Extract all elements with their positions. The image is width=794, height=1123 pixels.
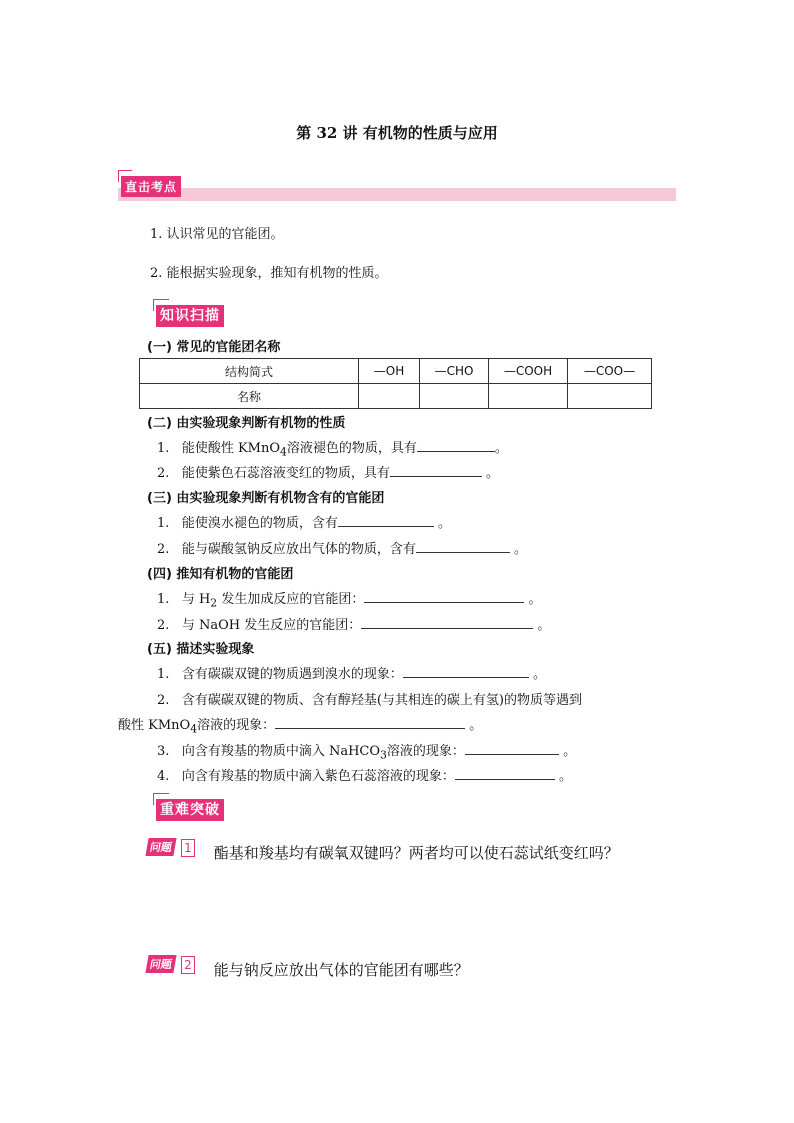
answer-blank[interactable] — [465, 742, 559, 755]
item-text: 含有碳碳双键的物质遇到溴水的现象： — [181, 667, 403, 682]
section-heading: (二) 由实验现象判断有机物的性质 — [147, 416, 346, 431]
question-number: 2 — [181, 956, 195, 974]
item-end: 。 — [437, 516, 451, 531]
question-badge — [147, 955, 195, 975]
answer-cell[interactable] — [420, 384, 489, 409]
item-number: 1. — [157, 667, 170, 682]
item-end: 。 — [528, 592, 542, 607]
item-text: 溶液的现象： — [386, 744, 465, 759]
item-end: 。 — [558, 769, 572, 784]
banner-corner — [118, 170, 132, 171]
banner-label: 知识扫描 — [156, 305, 224, 327]
item-number: 2. — [157, 466, 170, 481]
item-text: 含有碳碳双键的物质、含有醇羟基(与其相连的碳上有氢)的物质等遇到 — [181, 693, 582, 708]
item-end: 。 — [485, 466, 499, 481]
answer-blank[interactable] — [455, 767, 555, 780]
table-cell: —CHO — [420, 359, 489, 384]
list-item — [157, 614, 550, 633]
banner-corner — [118, 170, 119, 182]
subscript: 4 — [280, 445, 287, 459]
item-text: 与 H — [181, 592, 211, 607]
section-heading: (一) 常见的官能团名称 — [147, 340, 281, 355]
answer-cell[interactable] — [359, 384, 420, 409]
item-end: 。 — [513, 542, 527, 557]
answer-cell[interactable] — [568, 384, 652, 409]
functional-group-table — [139, 358, 652, 409]
question-badge — [147, 838, 195, 858]
answer-blank[interactable] — [390, 464, 482, 477]
list-item — [157, 689, 582, 708]
item-text: 溶液的现象： — [197, 718, 276, 733]
subscript: 4 — [190, 722, 198, 736]
banner-label: 直击考点 — [121, 176, 181, 197]
page-title: 第 32 讲 有机物的性质与应用 — [296, 124, 498, 142]
item-number: 1. — [157, 592, 170, 607]
item-end: 。 — [469, 718, 483, 733]
list-item — [157, 588, 541, 610]
section-banner-knowledge — [156, 305, 224, 325]
item-number: 3. — [157, 744, 170, 759]
answer-blank[interactable] — [364, 590, 524, 603]
list-item — [157, 462, 499, 481]
answer-blank[interactable] — [361, 616, 533, 629]
banner-label: 重难突破 — [156, 799, 224, 821]
item-number: 2. — [157, 693, 170, 708]
item-text: 酸性 KMnO — [118, 718, 191, 733]
list-item — [157, 437, 508, 459]
table-cell: —COO— — [568, 359, 652, 384]
table-row — [140, 384, 652, 409]
question-2 — [147, 955, 469, 980]
item-text: 与 NaOH 发生反应的官能团： — [181, 618, 362, 633]
item-number: 2. — [157, 542, 170, 557]
item-text: 发生加成反应的官能团： — [217, 592, 365, 607]
item-text: 溶液褪色的物质，具有 — [286, 441, 417, 456]
banner-corner — [153, 793, 169, 794]
question-text: 酯基和羧基均有碳氧双键吗？两者均可以使石蕊试纸变红吗？ — [213, 844, 619, 862]
item-number: 2. — [157, 618, 170, 633]
item-end: 。 — [494, 441, 508, 456]
item-end: 。 — [532, 667, 546, 682]
item-number: 4. — [157, 769, 170, 784]
list-item-continuation — [118, 714, 482, 736]
item-end: 。 — [537, 618, 551, 633]
list-item — [157, 512, 451, 531]
answer-blank[interactable] — [417, 439, 495, 452]
question-tag: 问题 — [145, 838, 176, 856]
item-text: 能使紫色石蕊溶液变红的物质，具有 — [181, 466, 390, 481]
answer-blank[interactable] — [275, 716, 465, 729]
answer-blank[interactable] — [416, 540, 510, 553]
section-banner-key-points — [118, 170, 678, 202]
section-heading: (五) 描述实验现象 — [147, 642, 255, 657]
subscript: 2 — [210, 596, 218, 610]
question-tag: 问题 — [145, 955, 176, 973]
banner-bar — [118, 188, 676, 201]
table-cell: 名称 — [140, 384, 359, 409]
table-cell: —COOH — [489, 359, 568, 384]
item-end: 。 — [563, 744, 577, 759]
section-heading: (三) 由实验现象判断有机物含有的官能团 — [147, 491, 385, 506]
item-text: 向含有羧基的物质中滴入 NaHCO — [181, 744, 381, 759]
question-1 — [147, 838, 619, 863]
section-banner-breakthrough — [156, 799, 224, 819]
subscript: 3 — [380, 748, 387, 762]
table-cell: 结构简式 — [140, 359, 359, 384]
answer-cell[interactable] — [489, 384, 568, 409]
banner-corner — [153, 793, 154, 805]
question-text: 能与钠反应放出气体的官能团有哪些？ — [213, 961, 469, 979]
banner-corner — [153, 299, 169, 300]
list-item — [157, 538, 527, 557]
item-number: 1. — [157, 516, 170, 531]
item-text: 能与碳酸氢钠反应放出气体的物质，含有 — [181, 542, 416, 557]
section-heading: (四) 推知有机物的官能团 — [147, 567, 294, 582]
list-item — [157, 765, 572, 784]
objective-item: 1. 认识常见的官能团。 — [150, 227, 284, 242]
item-number: 1. — [157, 441, 170, 456]
item-text: 能使酸性 KMnO — [181, 441, 280, 456]
answer-blank[interactable] — [403, 665, 529, 678]
objective-item: 2. 能根据实验现象，推知有机物的性质。 — [150, 266, 388, 281]
table-row — [140, 359, 652, 384]
item-text: 能使溴水褪色的物质，含有 — [181, 516, 338, 531]
list-item — [157, 663, 546, 682]
list-item — [157, 740, 576, 762]
answer-blank[interactable] — [338, 514, 434, 527]
item-text: 向含有羧基的物质中滴入紫色石蕊溶液的现象： — [181, 769, 455, 784]
table-cell: —OH — [359, 359, 420, 384]
banner-corner — [153, 299, 154, 311]
question-number: 1 — [181, 839, 195, 857]
